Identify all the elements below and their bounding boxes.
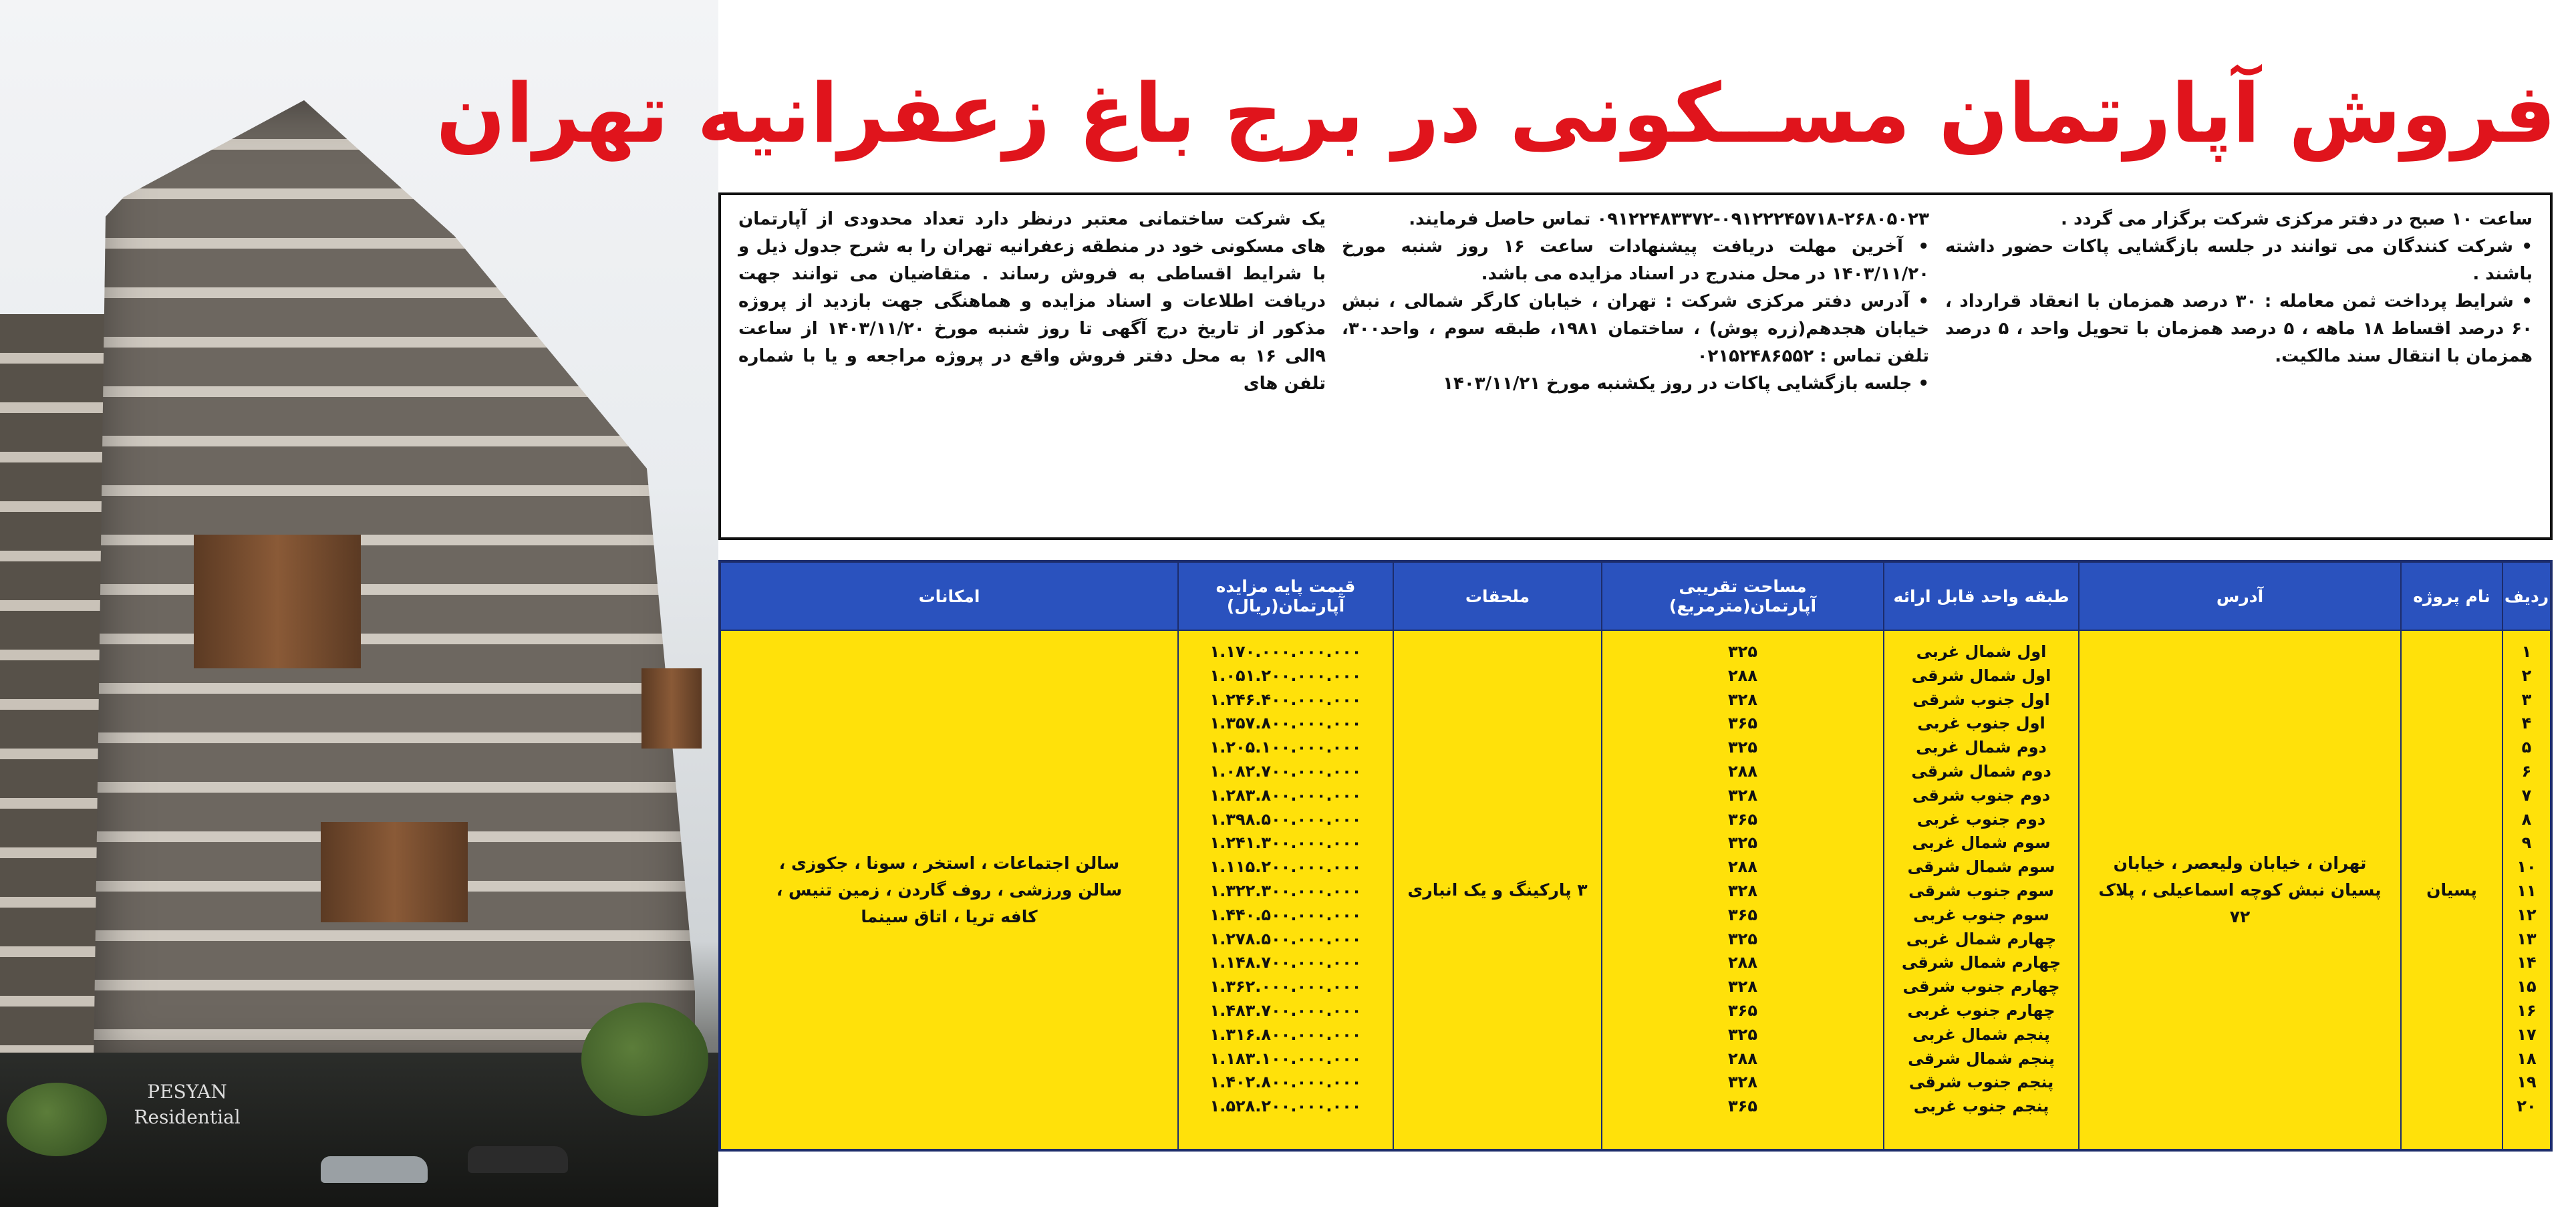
cell-area: ۳۶۵ [1728,1097,1757,1116]
cell-price: ۱.۴۸۳.۷۰۰.۰۰۰.۰۰۰ [1209,1000,1362,1020]
cell-area: ۳۲۵ [1728,738,1757,757]
cell-price: ۱.۰۸۲.۷۰۰.۰۰۰.۰۰۰ [1209,761,1362,781]
cell-area: ۳۲۸ [1728,881,1757,900]
amenities-cell [721,631,1177,1149]
wood-balcony [641,668,702,749]
column-floor [1884,563,2078,1149]
column-address [2080,563,2400,1149]
cell-floor: چهارم جنوب شرقی [1902,977,2060,996]
cell-area: ۳۲۸ [1728,785,1757,805]
cell-area: ۳۲۵ [1728,929,1757,948]
cell-area: ۳۲۵ [1728,1025,1757,1044]
column-extras [1394,563,1601,1149]
info-paragraph: • آخرین مهلت دریافت پیشنهادات ساعت ۱۶ روز شنبه مورخ ۱۴۰۳/۱۱/۲۰ در محل مندرج در اسناد مزایده می باشد. [1342,237,1929,284]
cell-floor: چهارم جنوب غربی [1907,1000,2055,1020]
cell-n: ۱ [2521,642,2532,661]
info-column-2 [1334,206,1937,527]
cell-price: ۱.۳۶۲.۰۰۰.۰۰۰.۰۰۰ [1209,977,1362,996]
cell-price: ۱.۱۷۰.۰۰۰.۰۰۰.۰۰۰ [1209,642,1362,661]
info-paragraph: • جلسه بازگشایی پاکات در روز یکشنبه مورخ ۱۴۰۳/۱۱/۲۱ [1443,374,1929,394]
header-floor: طبقه واحد قابل ارائه [1884,563,2078,630]
cell-area: ۳۶۵ [1728,1000,1757,1020]
cell-price: ۱.۲۷۸.۵۰۰.۰۰۰.۰۰۰ [1209,929,1362,948]
car [321,1156,428,1183]
price-list [1179,631,1393,1149]
info-paragraph: ساعت ۱۰ صبح در دفتر مرکزی شرکت برگزار می گردد . [2061,209,2533,229]
info-column-1 [730,206,1334,527]
address-cell [2080,631,2400,1149]
building-sign [114,1079,261,1153]
cell-n: ۷ [2521,785,2532,805]
cell-price: ۱.۲۰۵.۱۰۰.۰۰۰.۰۰۰ [1209,738,1362,757]
tree [7,1083,107,1156]
cell-floor: پنجم جنوب شرقی [1908,1073,2054,1092]
cell-price: ۱.۱۸۳.۱۰۰.۰۰۰.۰۰۰ [1209,1049,1362,1068]
cell-area: ۳۶۵ [1728,809,1757,829]
cell-floor: سوم شمال شرقی [1907,857,2055,877]
building-photo [0,0,718,1207]
cell-area: ۳۲۸ [1728,690,1757,709]
cell-price: ۱.۰۵۱.۲۰۰.۰۰۰.۰۰۰ [1209,666,1362,685]
cell-n: ۱۵ [2517,977,2537,996]
cell-area: ۳۶۵ [1728,905,1757,924]
column-amenities [721,563,1177,1149]
cell-floor: چهارم شمال شرقی [1901,953,2061,972]
cell-floor: چهارم شمال غربی [1906,929,2057,948]
sign-line-1: PESYAN [147,1081,227,1103]
cell-n: ۱۴ [2517,953,2537,972]
header-extras: ملحقات [1394,563,1601,630]
sign-line-2: Residential [134,1106,241,1128]
header-project: نام پروژه [2402,563,2502,630]
cell-floor: اول جنوب شرقی [1912,690,2050,709]
wood-balcony [321,822,468,922]
cell-area: ۲۸۸ [1728,857,1757,877]
cell-price: ۱.۳۲۲.۳۰۰.۰۰۰.۰۰۰ [1209,881,1362,900]
cell-price: ۱.۵۲۸.۲۰۰.۰۰۰.۰۰۰ [1209,1097,1362,1116]
tree [581,1002,708,1116]
cell-area: ۲۸۸ [1728,666,1757,685]
cell-n: ۲۰ [2517,1097,2537,1116]
cell-floor: سوم شمال غربی [1912,833,2051,853]
cell-price: ۱.۲۴۶.۴۰۰.۰۰۰.۰۰۰ [1209,690,1362,709]
cell-n: ۱۳ [2517,929,2537,948]
cell-area: ۳۲۸ [1728,977,1757,996]
info-paragraph: • شرایط پرداخت ثمن معامله : ۳۰ درصد همزمان با انعقاد قرارداد ، ۶۰ درصد اقساط ۱۸ ماهه ، ۵ درصد همزمان با تحویل واحد ، ۵ درصد همزمان با انتقال سند مالکیت. [1945,291,2533,366]
cell-n: ۱۷ [2517,1025,2537,1044]
cell-floor: سوم جنوب غربی [1913,905,2049,924]
column-row [2503,563,2550,1149]
cell-price: ۱.۱۴۸.۷۰۰.۰۰۰.۰۰۰ [1209,953,1362,972]
cell-n: ۸ [2521,809,2532,829]
header-amenities: امکانات [721,563,1177,630]
page-title: فروش آپارتمان مســکونی در برج باغ زعفرانیه تهران [436,66,2556,161]
cell-floor: اول جنوب غربی [1917,714,2045,733]
amenities-text: سالن اجتماعات ، استخر ، سونا ، جکوزی ، سالن ورزشی ، روف گاردن ، زمین تنیس ، کافه تریا ، اتاق سینما [776,853,1123,926]
info-paragraph: • آدرس دفتر مرکزی شرکت : تهران ، خیابان کارگر شمالی ، نبش خیابان هجدهم(زره پوش) ، ساختمان ۱۹۸۱، طبقه سوم ، واحد۳۰۰، تلفن تماس : ۰۲۱۵۲۴۸۶۵۵۲ [1342,291,1929,366]
floor-list [1884,631,2078,1149]
cell-area: ۳۶۵ [1728,714,1757,733]
project-cell [2402,631,2502,1149]
cell-price: ۱.۲۸۳.۸۰۰.۰۰۰.۰۰۰ [1209,785,1362,805]
car [468,1146,568,1173]
cell-n: ۴ [2521,714,2532,733]
wood-balcony [194,535,361,668]
cell-n: ۵ [2521,738,2532,757]
cell-n: ۱۰ [2517,857,2537,877]
cell-n: ۱۱ [2517,881,2537,900]
area-list [1602,631,1883,1149]
cell-n: ۱۸ [2517,1049,2537,1068]
cell-area: ۲۸۸ [1728,1049,1757,1068]
info-paragraph: • شرکت کنندگان می توانند در جلسه بازگشایی پاکات حضور داشته باشند . [1945,237,2533,284]
cell-price: ۱.۳۱۶.۸۰۰.۰۰۰.۰۰۰ [1209,1025,1362,1044]
cell-area: ۳۲۸ [1728,1073,1757,1092]
cell-price: ۱.۲۴۱.۳۰۰.۰۰۰.۰۰۰ [1209,833,1362,853]
cell-floor: پنجم جنوب غربی [1913,1097,2049,1116]
address-text: تهران ، خیابان ولیعصر ، خیابان پسیان نبش کوچه اسماعیلی ، پلاک ۷۲ [2098,853,2382,926]
cell-floor: اول شمال شرقی [1911,666,2051,685]
cell-n: ۱۹ [2517,1073,2537,1092]
cell-n: ۱۲ [2517,905,2537,924]
cell-floor: پنجم شمال شرقی [1908,1049,2055,1068]
info-column-3 [1937,206,2541,527]
cell-floor: سوم جنوب شرقی [1908,881,2054,900]
header-area: مساحت تقریبی آپارتمان(مترمربع) [1602,563,1883,630]
cell-price: ۱.۳۵۷.۸۰۰.۰۰۰.۰۰۰ [1209,714,1362,733]
cell-floor: دوم شمال شرقی [1911,761,2051,781]
cell-price: ۱.۴۰۲.۸۰۰.۰۰۰.۰۰۰ [1209,1073,1362,1092]
info-paragraph: ۰۹۱۲۲۴۸۳۳۷۲-۰۹۱۲۲۲۴۵۷۱۸-۲۶۸۰۵۰۲۳ تماس حاصل فرمایند. [1409,209,1929,229]
cell-n: ۶ [2521,761,2532,781]
column-area [1602,563,1883,1149]
tower-facade [94,100,695,1069]
header-row: ردیف [2503,563,2550,630]
cell-floor: دوم جنوب غربی [1916,809,2046,829]
cell-floor: اول شمال غربی [1916,642,2047,661]
row-numbers [2503,631,2550,1149]
column-price [1179,563,1393,1149]
cell-n: ۲ [2521,666,2532,685]
cell-area: ۳۲۵ [1728,642,1757,661]
cell-price: ۱.۳۹۸.۵۰۰.۰۰۰.۰۰۰ [1209,809,1362,829]
cell-area: ۲۸۸ [1728,761,1757,781]
cell-floor: دوم شمال غربی [1916,738,2047,757]
column-project [2402,563,2502,1149]
cell-price: ۱.۱۱۵.۲۰۰.۰۰۰.۰۰۰ [1209,857,1362,877]
extras-cell [1394,631,1601,1149]
cell-area: ۳۲۵ [1728,833,1757,853]
project-name: پسیان [2426,880,2477,900]
cell-price: ۱.۴۴۰.۵۰۰.۰۰۰.۰۰۰ [1209,905,1362,924]
header-price: قیمت پایه مزایده آپارتمان(ریال) [1179,563,1393,630]
cell-n: ۹ [2521,833,2532,853]
extras-text: ۳ پارکینگ و یک انباری [1407,880,1588,900]
cell-floor: پنجم شمال غربی [1912,1025,2050,1044]
info-paragraph: یک شرکت ساختمانی معتبر درنظر دارد تعداد محدودی از آپارتمان های مسکونی خود در منطقه زعفرانیه تهران را به شرح جدول ذیل و با شرایط اقساطی به فروش رساند . متقاضیان می توانند جهت دریافت اطلاعات و اسناد مزایده و هماهنگی جهت بازدید از پروژه مذکور از تاریخ درج آگهی تا روز شنبه مورخ ۱۴۰۳/۱۱/۲۰ از ساعت ۹الی ۱۶ به محل دفتر فروش واقع در پروژه مراجعه و یا با شماره تلفن های [738,209,1326,394]
cell-n: ۱۶ [2517,1000,2537,1020]
cell-n: ۳ [2521,690,2532,709]
cell-floor: دوم جنوب شرقی [1912,785,2051,805]
cell-area: ۲۸۸ [1728,953,1757,972]
listings-table [718,560,2553,1152]
header-address: آدرس [2080,563,2400,630]
info-box [718,192,2553,540]
